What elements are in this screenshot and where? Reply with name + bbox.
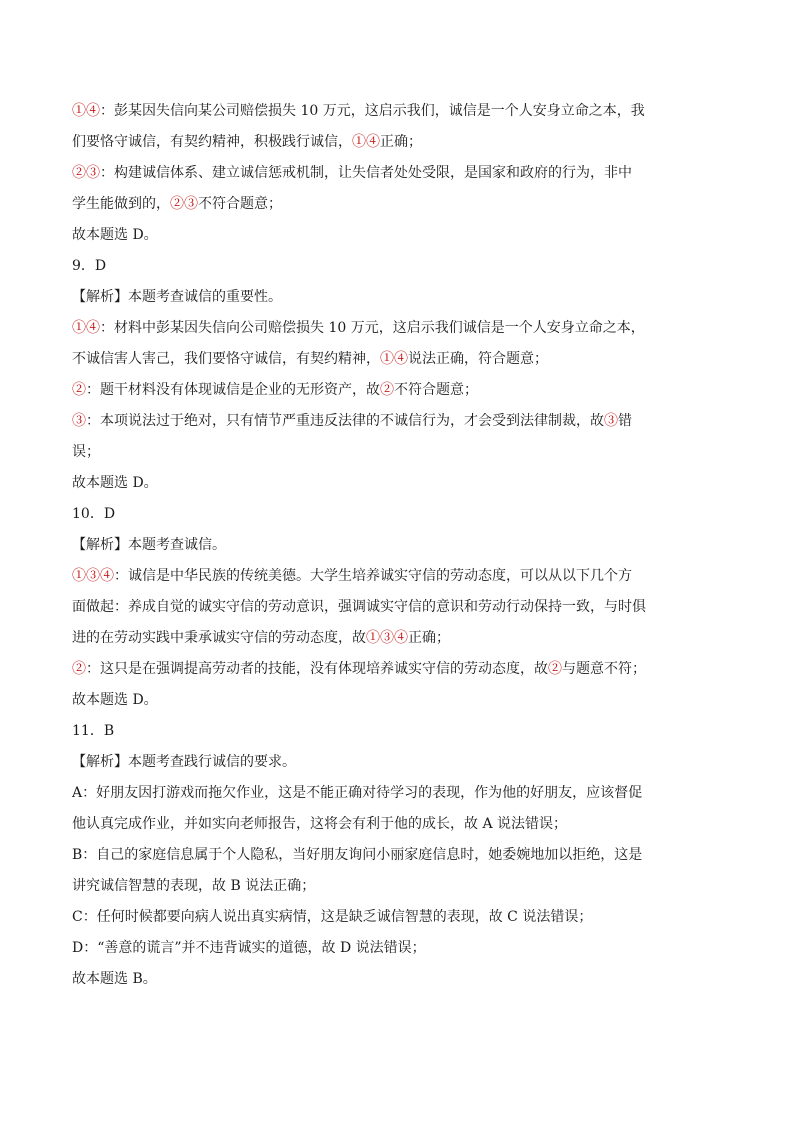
text-segment: 故本题选 D。 [72, 227, 158, 243]
option-marker: ①④ [72, 103, 100, 119]
text-line [72, 716, 724, 747]
text-segment: 学生能做到的， [72, 196, 170, 212]
text-line [72, 468, 724, 499]
text-segment: 他认真完成作业，并如实向老师报告，这将会有利于他的成长，故 A 说法错误； [72, 816, 568, 832]
text-segment: 误； [72, 444, 100, 460]
text-segment: ：本项说法过于绝对，只有情节严重违反法律的不诚信行为，才会受到法律制裁，故 [86, 413, 604, 429]
text-segment: A：好朋友因打游戏而拖欠作业，这是不能正确对待学习的表现，作为他的好朋友，应该督促 [72, 785, 643, 801]
text-segment: D：“善意的谎言”并不违背诚实的道德，故 D 说法错误； [72, 940, 426, 956]
text-line [72, 499, 724, 530]
answer-explanation-text [72, 96, 724, 995]
text-segment: ：题干材料没有体现诚信是企业的无形资产，故 [86, 382, 380, 398]
text-line [72, 654, 724, 685]
text-segment: 10．D [72, 506, 116, 522]
text-segment: 【解析】本题考查践行诚信的要求。 [72, 754, 296, 770]
option-marker: ③ [72, 413, 86, 429]
text-segment: 故本题选 D。 [72, 475, 158, 491]
option-marker: ①④ [352, 134, 380, 150]
option-marker: ①③④ [72, 568, 114, 584]
text-line [72, 189, 724, 220]
option-marker: ② [548, 661, 562, 677]
text-segment: 不符合题意； [198, 196, 282, 212]
text-line [72, 840, 724, 871]
text-segment: 进的在劳动实践中秉承诚实守信的劳动态度，故 [72, 630, 366, 646]
text-line [72, 685, 724, 716]
text-line [72, 344, 724, 375]
text-line [72, 96, 724, 127]
text-segment: 说法正确，符合题意； [408, 351, 548, 367]
text-line [72, 623, 724, 654]
text-segment: 故本题选 D。 [72, 692, 158, 708]
text-segment: ：彭某因失信向某公司赔偿损失 10 万元，这启示我们，诚信是一个人安身立命之本，我 [100, 103, 645, 119]
text-line [72, 406, 724, 437]
option-marker: ①④ [380, 351, 408, 367]
option-marker: ② [72, 661, 86, 677]
text-line [72, 251, 724, 282]
option-marker: ①③④ [366, 630, 408, 646]
text-line [72, 530, 724, 561]
text-segment: ：诚信是中华民族的传统美德。大学生培养诚实守信的劳动态度，可以从以下几个方 [114, 568, 632, 584]
text-segment: 故本题选 B。 [72, 971, 157, 987]
option-marker: ①④ [72, 320, 100, 336]
text-segment: B：自己的家庭信息属于个人隐私，当好朋友询问小丽家庭信息时，她委婉地加以拒绝，这是 [72, 847, 643, 863]
text-segment: C：任何时候都要向病人说出真实病情，这是缺乏诚信智慧的表现，故 C 说法错误； [72, 909, 593, 925]
text-line [72, 313, 724, 344]
text-segment: ：材料中彭某因失信向公司赔偿损失 10 万元，这启示我们诚信是一个人安身立命之本， [100, 320, 645, 336]
option-marker: ②③ [170, 196, 198, 212]
text-segment: ：这只是在强调提高劳动者的技能，没有体现培养诚实守信的劳动态度，故 [86, 661, 548, 677]
text-line [72, 158, 724, 189]
option-marker: ② [72, 382, 86, 398]
text-segment: 不诚信害人害己，我们要恪守诚信，有契约精神， [72, 351, 380, 367]
text-segment: ：构建诚信体系、建立诚信惩戒机制，让失信者处处受限，是国家和政府的行为，非中 [100, 165, 632, 181]
text-line [72, 809, 724, 840]
text-segment: 不符合题意； [394, 382, 478, 398]
option-marker: ②③ [72, 165, 100, 181]
text-segment: 【解析】本题考查诚信。 [72, 537, 226, 553]
text-line [72, 592, 724, 623]
text-segment: 面做起：养成自觉的诚实守信的劳动意识，强调诚实守信的意识和劳动行动保持一致，与时俱 [72, 599, 646, 615]
text-line [72, 127, 724, 158]
text-line [72, 933, 724, 964]
text-segment: 【解析】本题考查诚信的重要性。 [72, 289, 282, 305]
text-segment: 正确； [380, 134, 422, 150]
option-marker: ③ [604, 413, 618, 429]
text-line [72, 871, 724, 902]
text-line [72, 437, 724, 468]
text-line [72, 778, 724, 809]
text-segment: 正确； [408, 630, 450, 646]
text-line [72, 747, 724, 778]
text-segment: 与题意不符； [562, 661, 646, 677]
option-marker: ② [380, 382, 394, 398]
text-segment: 11．B [72, 723, 115, 739]
text-line [72, 220, 724, 251]
text-line [72, 561, 724, 592]
text-segment: 9．D [72, 258, 107, 274]
text-line [72, 282, 724, 313]
text-line [72, 964, 724, 995]
text-segment: 讲究诚信智慧的表现，故 B 说法正确； [72, 878, 316, 894]
text-segment: 错 [618, 413, 632, 429]
text-line [72, 375, 724, 406]
text-segment: 们要恪守诚信，有契约精神，积极践行诚信， [72, 134, 352, 150]
text-line [72, 902, 724, 933]
